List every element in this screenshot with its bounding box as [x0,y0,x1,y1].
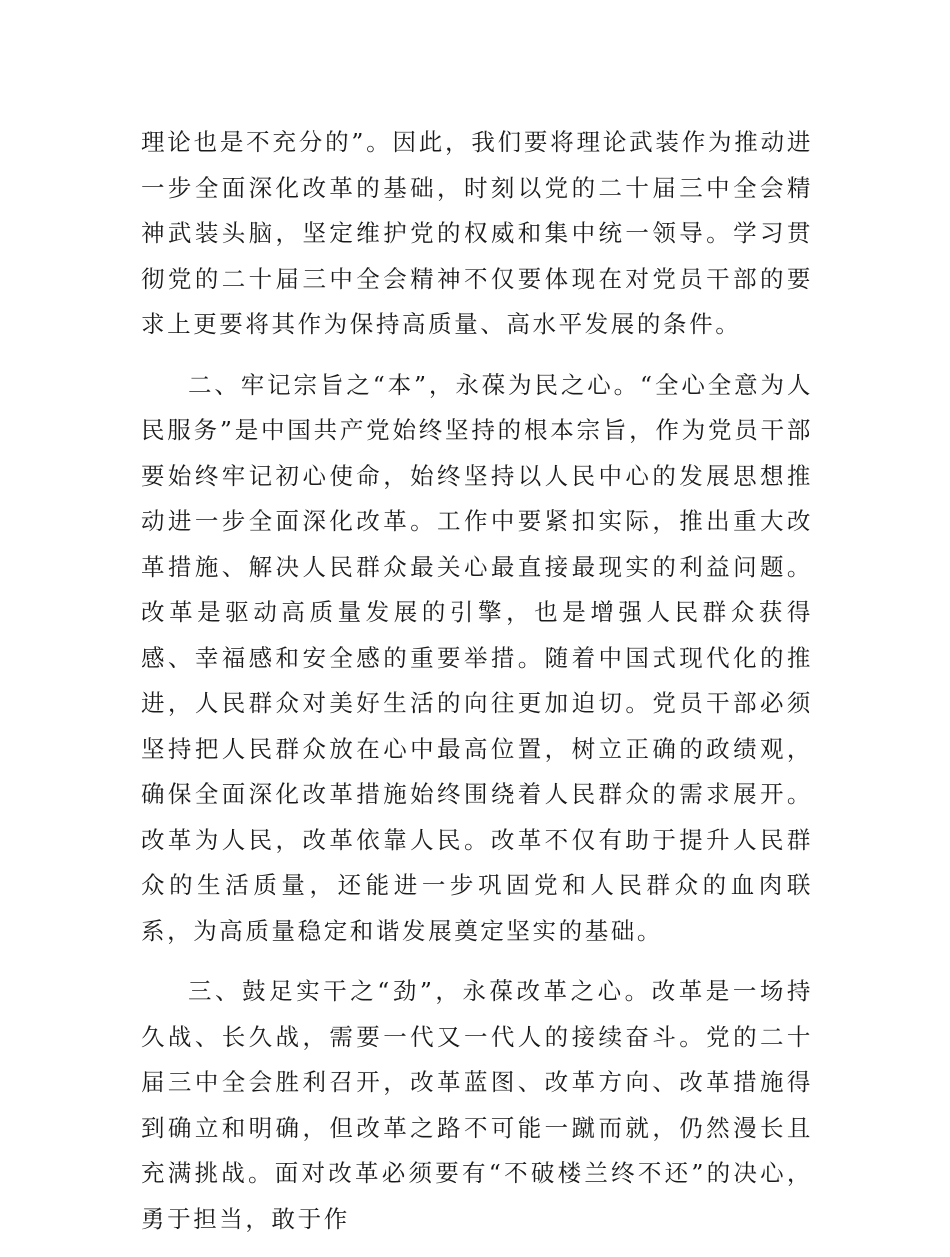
paragraph-3: 三、鼓足实干之“劲”，永葆改革之心。改革是一场持久战、长久战，需要一代又一代人的接续奋斗。党的二十届三中全会胜利召开，改革蓝图、改革方向、改革措施得到确立和明确，但改革之路不可能一蹴而就，仍然漫长且充满挑战。面对改革必须要有“不破楼兰终不还”的决心，勇于担当，敢于作 [141,977,813,1233]
paragraph-1: 理论也是不充分的”。因此，我们要将理论武装作为推动进一步全面深化改革的基础，时刻以党的二十届三中全会精神武装头脑，坚定维护党的权威和集中统一领导。学习贯彻党的二十届三中全会精神不仅要体现在对党员干部的要求上更要将其作为保持高质量、高水平发展的条件。 [141,128,813,338]
paragraph-2: 二、牢记宗旨之“本”，永葆为民之心。“全心全意为人民服务”是中国共产党始终坚持的根本宗旨，作为党员干部要始终牢记初心使命，始终坚持以人民中心的发展思想推动进一步全面深化改革。工作中要紧扣实际，推出重大改革措施、解决人民群众最关心最直接最现实的利益问题。改革是驱动高质量发展的引擎，也是增强人民群众获得感、幸福感和安全感的重要举措。随着中国式现代化的推进，人民群众对美好生活的向往更加迫切。党员干部必须坚持把人民群众放在心中最高位置，树立正确的政绩观，确保全面深化改革措施始终围绕着人民群众的需求展开。改革为人民，改革依靠人民。改革不仅有助于提升人民群众的生活质量，还能进一步巩固党和人民群众的血肉联系，为高质量稳定和谐发展奠定坚实的基础。 [141,370,813,945]
document-body [141,120,813,1257]
